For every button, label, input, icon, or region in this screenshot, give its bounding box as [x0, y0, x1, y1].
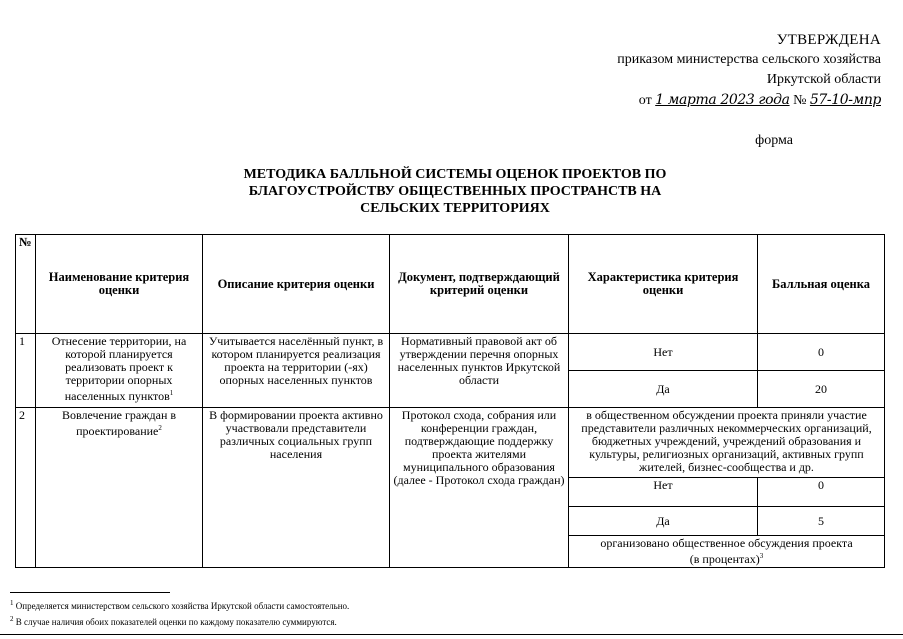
- footnotes: [10, 597, 349, 629]
- row1-description: Учитывается населённый пункт, в котором планируется реализация проекта на территории (-ях) опорных населенных пунктов: [203, 334, 390, 408]
- row1-option-label: Да: [569, 371, 758, 408]
- row2-sub-header-2: [569, 536, 885, 568]
- number-sign: №: [793, 93, 807, 108]
- header-score: Балльная оценка: [758, 235, 885, 334]
- row1-option-score: 20: [758, 371, 885, 408]
- header-description: Описание критерия оценки: [203, 235, 390, 334]
- row1-name: [36, 334, 203, 408]
- footnote-2: [10, 613, 349, 629]
- approval-stamp: [617, 30, 881, 111]
- row1-document: Нормативный правовой акт об утверждении перечня опорных населенных пунктов Иркутской области: [390, 334, 569, 408]
- row2-option-label: Нет: [569, 478, 758, 507]
- row2-document: Протокол схода, собрания или конференции граждан, подтверждающие поддержку проекта жителями муниципального образования (далее - Протокол схода граждан): [390, 408, 569, 568]
- header-num: №: [16, 235, 36, 334]
- footnote-ref-3: 3: [759, 552, 764, 560]
- title-line-3: СЕЛЬСКИХ ТЕРРИТОРИЯХ: [360, 201, 550, 216]
- table-row: [16, 334, 885, 371]
- table-header-row: [16, 235, 885, 334]
- order-date-number: [617, 90, 881, 111]
- row2-num: 2: [16, 408, 36, 568]
- approval-line-2: Иркутской области: [766, 72, 881, 87]
- document-title: [190, 166, 720, 217]
- footnote-ref-1: 1: [169, 389, 174, 397]
- header-document: Документ, подтверждающий критерий оценки: [390, 235, 569, 334]
- title-line-2: БЛАГОУСТРОЙСТВУ ОБЩЕСТВЕННЫХ ПРОСТРАНСТВ НА: [248, 184, 662, 199]
- handwritten-number: 57-10-мпр: [809, 92, 881, 108]
- approval-line-1: приказом министерства сельского хозяйства: [617, 52, 881, 67]
- row1-option-score: 0: [758, 334, 885, 371]
- approval-heading: УТВЕРЖДЕНА: [776, 32, 881, 48]
- row2-sub-header-2-line-2-text: (в процентах): [689, 552, 760, 566]
- row2-sub-header: в общественном обсуждении проекта приняли участие представители различных некоммерческих организаций, бюджетных учреждений, учреждений образования и культуры, религиозных организаций, активных групп жителей, бизнес-сообщества и др.: [569, 408, 885, 478]
- footnote-1-mark: 1: [10, 599, 14, 607]
- header-name: Наименование критерия оценки: [36, 235, 203, 334]
- footnote-ref-2: 2: [158, 424, 162, 432]
- footnote-1-text: Определяется министерством сельского хозяйства Иркутской области самостоятельно.: [15, 601, 350, 611]
- page-bottom-edge: [0, 634, 903, 635]
- row1-option-label: Нет: [569, 334, 758, 371]
- footnote-2-text: В случае наличия обоих показателей оценки по каждому показателю суммируются.: [15, 617, 337, 627]
- handwritten-date: 1 марта 2023 года: [655, 92, 790, 108]
- row2-sub-header-2-line-2: [572, 550, 881, 566]
- form-label: форма: [755, 133, 793, 148]
- row2-sub-header-2-line-1: организовано общественное обсуждения проекта: [600, 536, 853, 550]
- footnote-divider: [10, 592, 170, 593]
- footnote-2-mark: 2: [10, 615, 14, 623]
- row1-num: 1: [16, 334, 36, 408]
- row2-option-score: 0: [758, 478, 885, 507]
- row2-option-score: 5: [758, 507, 885, 536]
- criteria-table: [15, 234, 885, 568]
- row2-name-text: Вовлечение граждан в проектирование: [61, 408, 177, 438]
- row2-name: [36, 408, 203, 568]
- table-row: [16, 408, 885, 478]
- footnote-1: [10, 597, 349, 613]
- title-line-1: МЕТОДИКА БАЛЛЬНОЙ СИСТЕМЫ ОЦЕНОК ПРОЕКТОВ ПО: [243, 167, 667, 182]
- row1-name-text: Отнесение территории, на которой планируется реализовать проект к территории опорных населенных пунктов: [51, 334, 187, 403]
- row2-description: В формировании проекта активно участвовали представители различных социальных групп населения: [203, 408, 390, 568]
- date-prefix: от: [638, 93, 652, 108]
- header-characteristic: Характеристика критерия оценки: [569, 235, 758, 334]
- row2-option-label: Да: [569, 507, 758, 536]
